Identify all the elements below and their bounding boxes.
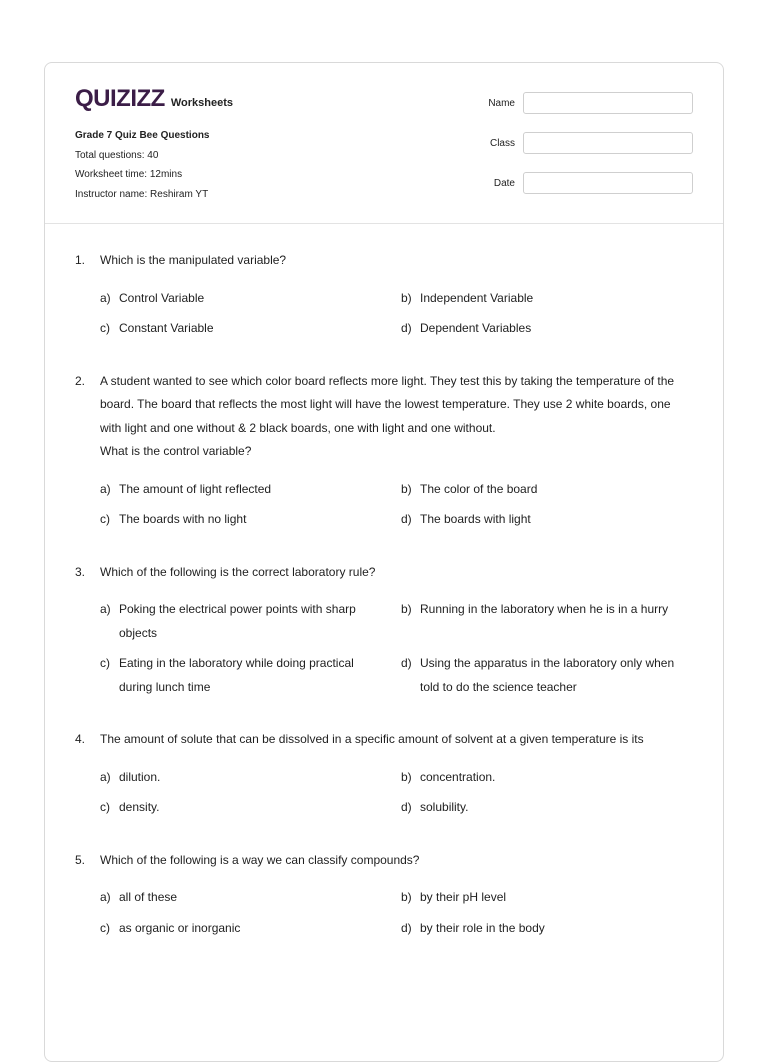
worksheet-title: Grade 7 Quiz Bee Questions bbox=[75, 130, 210, 141]
option-c bbox=[100, 917, 401, 941]
option-letter: c) bbox=[100, 656, 110, 670]
answer-options bbox=[100, 478, 695, 539]
date-field[interactable] bbox=[523, 172, 693, 194]
option-letter: c) bbox=[100, 920, 110, 935]
quizizz-logo: QUIZIZZ bbox=[75, 85, 165, 112]
worksheet-header bbox=[45, 63, 723, 224]
worksheet-meta bbox=[75, 126, 209, 204]
answer-options bbox=[100, 766, 695, 827]
date-label: Date bbox=[493, 177, 515, 189]
option-text: Dependent Variables bbox=[420, 321, 532, 335]
student-fields bbox=[488, 91, 693, 211]
question-text: Which of the following is the correct laboratory rule? bbox=[100, 564, 376, 579]
option-letter: a) bbox=[100, 890, 111, 904]
option-text: Independent Variable bbox=[420, 290, 534, 305]
option-text: The color of the board bbox=[420, 481, 538, 496]
answer-options bbox=[100, 886, 695, 947]
option-letter: d) bbox=[401, 512, 412, 526]
option-letter: d) bbox=[401, 321, 412, 335]
option-a bbox=[100, 598, 401, 645]
question-number: 2. bbox=[75, 373, 86, 388]
option-text: The boards with no light bbox=[119, 512, 247, 526]
worksheet-page bbox=[44, 62, 724, 1062]
option-text: all of these bbox=[119, 890, 178, 904]
option-text: concentration. bbox=[420, 769, 496, 784]
option-d bbox=[401, 508, 695, 532]
option-a bbox=[100, 766, 401, 790]
option-text: Constant Variable bbox=[119, 321, 214, 335]
option-text: dilution. bbox=[119, 769, 161, 784]
option-letter: c) bbox=[100, 512, 110, 526]
question-number: 5. bbox=[75, 852, 86, 867]
question-text: Which is the manipulated variable? bbox=[100, 253, 287, 267]
question-2 bbox=[75, 370, 695, 539]
name-field-row bbox=[488, 91, 693, 115]
option-text: by their role in the body bbox=[420, 920, 545, 935]
option-letter: d) bbox=[401, 800, 412, 814]
question-text: Which of the following is a way we can classify compounds? bbox=[100, 852, 420, 867]
option-d bbox=[401, 796, 695, 820]
option-text: Poking the electrical power points with sharp objects bbox=[119, 602, 356, 640]
question-1 bbox=[75, 249, 695, 348]
option-a bbox=[100, 287, 401, 311]
question-3 bbox=[75, 561, 695, 707]
option-b bbox=[401, 886, 695, 910]
option-letter: a) bbox=[100, 481, 111, 496]
option-c bbox=[100, 317, 401, 341]
answer-options bbox=[100, 598, 695, 706]
option-d bbox=[401, 317, 695, 341]
date-field-row bbox=[488, 171, 693, 195]
question-number: 1. bbox=[75, 253, 86, 267]
option-letter: c) bbox=[100, 321, 110, 335]
option-d bbox=[401, 652, 695, 699]
option-text: Running in the laboratory when he is in a hurry bbox=[420, 602, 669, 616]
question-4 bbox=[75, 728, 695, 827]
option-c bbox=[100, 508, 401, 532]
question-number: 4. bbox=[75, 732, 86, 746]
option-letter: b) bbox=[401, 769, 412, 784]
option-b bbox=[401, 287, 695, 311]
option-text: by their pH level bbox=[420, 890, 507, 904]
option-a bbox=[100, 478, 401, 502]
option-d bbox=[401, 917, 695, 941]
option-text: The boards with light bbox=[420, 512, 531, 526]
option-text: density. bbox=[119, 800, 160, 814]
question-text bbox=[100, 370, 695, 464]
question-list bbox=[75, 249, 695, 969]
name-field[interactable] bbox=[523, 92, 693, 114]
option-b bbox=[401, 766, 695, 790]
option-text: Using the apparatus in the laboratory only when told to do the science teacher bbox=[420, 656, 675, 694]
option-letter: a) bbox=[100, 602, 111, 616]
class-field-row bbox=[488, 131, 693, 155]
option-letter: c) bbox=[100, 800, 110, 814]
option-letter: d) bbox=[401, 656, 412, 670]
logo-subtitle: Worksheets bbox=[170, 97, 233, 109]
option-letter: b) bbox=[401, 602, 412, 616]
instructor-name: Instructor name: Reshiram YT bbox=[75, 188, 209, 200]
option-letter: d) bbox=[401, 920, 412, 935]
option-b bbox=[401, 478, 695, 502]
class-label: Class bbox=[489, 137, 515, 149]
question-text-prompt: What is the control variable? bbox=[100, 444, 252, 458]
name-label: Name bbox=[488, 97, 515, 109]
option-letter: b) bbox=[401, 290, 412, 305]
question-text: The amount of solute that can be dissolved in a specific amount of solvent at a given temperature is its bbox=[100, 732, 644, 746]
option-text: Eating in the laboratory while doing practical during lunch time bbox=[119, 656, 354, 694]
answer-options bbox=[100, 287, 695, 348]
worksheet-time: Worksheet time: 12mins bbox=[75, 169, 183, 180]
class-field[interactable] bbox=[523, 132, 693, 154]
option-text: The amount of light reflected bbox=[119, 481, 272, 496]
question-text-main: A student wanted to see which color board reflects more light. They test this by taking the temperature of the board. The board that reflects the most light will have the lowest temperature. They use 2 white boards, one with light and one without & 2 black boards, one with light and one without. bbox=[100, 373, 675, 435]
option-letter: a) bbox=[100, 290, 111, 305]
option-a bbox=[100, 886, 401, 910]
option-letter: a) bbox=[100, 769, 111, 784]
option-text: as organic or inorganic bbox=[119, 920, 241, 935]
option-c bbox=[100, 652, 401, 699]
option-letter: b) bbox=[401, 890, 412, 904]
question-number: 3. bbox=[75, 564, 86, 579]
option-letter: b) bbox=[401, 481, 412, 496]
option-c bbox=[100, 796, 401, 820]
brand bbox=[75, 85, 233, 113]
option-text: Control Variable bbox=[119, 290, 205, 305]
option-b bbox=[401, 598, 695, 645]
option-text: solubility. bbox=[420, 800, 469, 814]
question-5 bbox=[75, 849, 695, 948]
total-questions: Total questions: 40 bbox=[75, 149, 159, 161]
